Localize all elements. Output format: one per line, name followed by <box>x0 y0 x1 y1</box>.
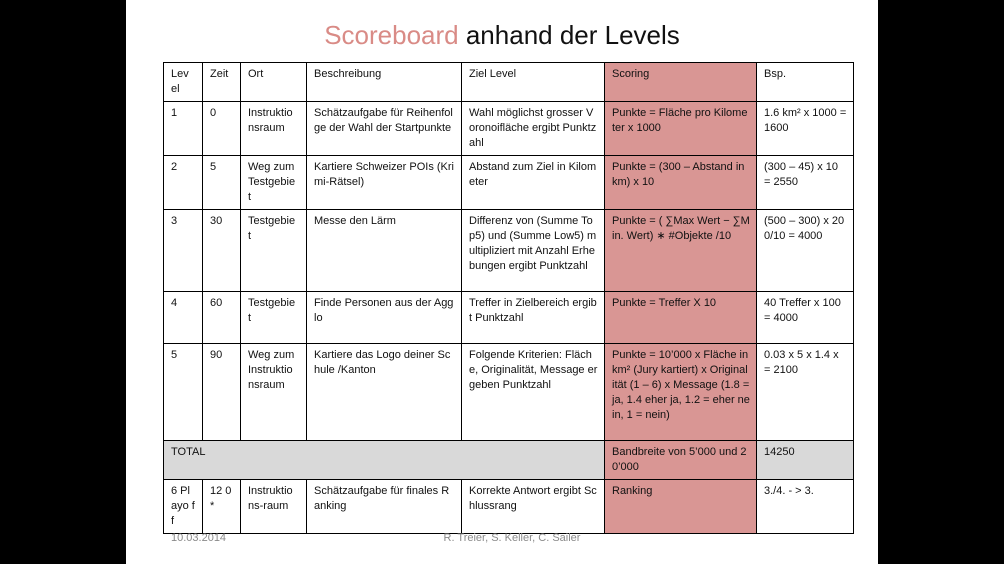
cell-ort: Instruktio nsraum <box>241 102 307 156</box>
header-cell: Zeit <box>203 63 241 102</box>
header-cell: Scoring <box>605 63 757 102</box>
cell-bsp: 3./4. - > 3. <box>757 480 854 534</box>
cell-level: 1 <box>164 102 203 156</box>
header-cell: Bsp. <box>757 63 854 102</box>
header-cell: Ort <box>241 63 307 102</box>
cell-ziel: Abstand zum Ziel in Kilometer <box>462 156 605 210</box>
table-row <box>164 292 854 344</box>
cell-ort: Testgebie t <box>241 292 307 344</box>
cell-beschreibung: Schätzaufgabe für Reihenfolge der Wahl der Startpunkte <box>307 102 462 156</box>
cell-ziel: Korrekte Antwort ergibt Schlussrang <box>462 480 605 534</box>
footer-authors: R. Treier, S. Keller, C. Sailer <box>443 532 581 544</box>
cell-level: 5 <box>164 344 203 441</box>
cell-scoring: Punkte = (300 – Abstand in km) x 10 <box>605 156 757 210</box>
cell-bsp: 0.03 x 5 x 1.4 x = 2100 <box>757 344 854 441</box>
cell-ort: Weg zum Instruktio nsraum <box>241 344 307 441</box>
cell-beschreibung: Kartiere das Logo deiner Schule /Kanton <box>307 344 462 441</box>
cell-bsp: 40 Treffer x 100 = 4000 <box>757 292 854 344</box>
cell-level: 6 Playo ff <box>164 480 203 534</box>
total-scoring: Bandbreite von 5’000 und 20’000 <box>605 441 757 480</box>
header-row <box>164 63 854 102</box>
cell-ziel: Treffer in Zielbereich ergibt Punktzahl <box>462 292 605 344</box>
cell-ort: Testgebie t <box>241 210 307 292</box>
total-label: TOTAL <box>164 441 605 480</box>
cell-ort: Weg zum Testgebie t <box>241 156 307 210</box>
cell-bsp: (300 – 45) x 10 = 2550 <box>757 156 854 210</box>
footer-date: 10.03.2014 <box>171 532 227 544</box>
table-row <box>164 210 854 292</box>
cell-level: 3 <box>164 210 203 292</box>
cell-bsp: 1.6 km² x 1000 = 1600 <box>757 102 854 156</box>
total-row <box>164 441 854 480</box>
cell-zeit: 90 <box>203 344 241 441</box>
cell-scoring: Punkte = Fläche pro Kilometer x 1000 <box>605 102 757 156</box>
title-accent: Scoreboard <box>324 20 459 50</box>
table-row <box>164 156 854 210</box>
cell-ziel: Wahl möglichst grosser Voronoifläche ergibt Punktzahl <box>462 102 605 156</box>
playoff-row <box>164 480 854 534</box>
cell-zeit: 60 <box>203 292 241 344</box>
cell-ziel: Differenz von (Summe Top5) und (Summe Low5) multipliziert mit Anzahl Erhebungen ergibt Punktzahl <box>462 210 605 292</box>
total-bsp: 14250 <box>757 441 854 480</box>
cell-ziel: Folgende Kriterien: Fläche, Originalität, Message ergeben Punktzahl <box>462 344 605 441</box>
cell-beschreibung: Schätzaufgabe für finales Ranking <box>307 480 462 534</box>
cell-zeit: 12 0* <box>203 480 241 534</box>
cell-bsp: (500 – 300) x 200/10 = 4000 <box>757 210 854 292</box>
cell-scoring: Punkte = Treffer X 10 <box>605 292 757 344</box>
cell-level: 2 <box>164 156 203 210</box>
cell-beschreibung: Kartiere Schweizer POIs (Krimi-Rätsel) <box>307 156 462 210</box>
header-cell: Beschreibung <box>307 63 462 102</box>
cell-beschreibung: Finde Personen aus der Agglo <box>307 292 462 344</box>
scoreboard-table <box>163 62 854 534</box>
slide-title <box>126 20 878 51</box>
table-row <box>164 344 854 441</box>
cell-ort: Instruktio ns-raum <box>241 480 307 534</box>
header-cell: Lev el <box>164 63 203 102</box>
table-row <box>164 102 854 156</box>
title-rest: anhand der Levels <box>458 20 680 50</box>
cell-scoring: Ranking <box>605 480 757 534</box>
cell-zeit: 30 <box>203 210 241 292</box>
header-cell: Ziel Level <box>462 63 605 102</box>
cell-beschreibung: Messe den Lärm <box>307 210 462 292</box>
slide <box>126 0 878 564</box>
cell-scoring: Punkte = 10’000 x Fläche in km² (Jury kartiert) x Originalität (1 – 6) x Message (1.8 = ja, 1.4 eher ja, 1.2 = eher nein, 1 = nein) <box>605 344 757 441</box>
cell-zeit: 0 <box>203 102 241 156</box>
cell-scoring: Punkte = ( ∑Max Wert − ∑Min. Wert) ∗ #Objekte /10 <box>605 210 757 292</box>
cell-zeit: 5 <box>203 156 241 210</box>
cell-level: 4 <box>164 292 203 344</box>
